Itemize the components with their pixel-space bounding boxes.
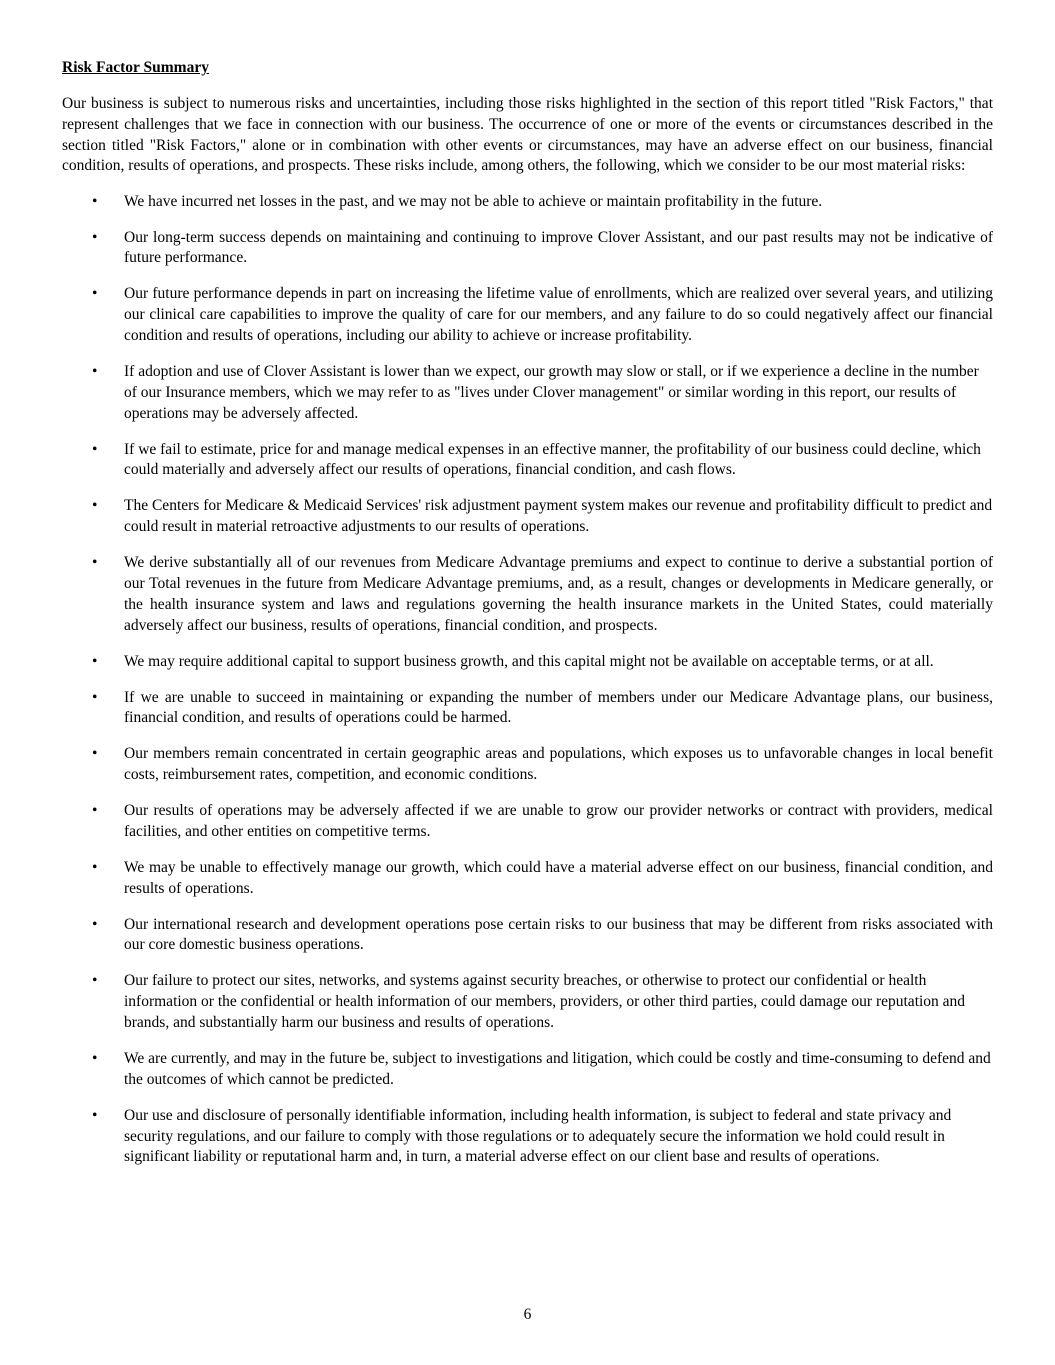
list-item: [62, 496, 993, 538]
section-heading: Risk Factor Summary: [62, 59, 209, 76]
bullet-icon: •: [92, 228, 98, 246]
risk-text: The Centers for Medicare & Medicaid Services' risk adjustment payment system makes our revenue and profitability difficult to predict and could result in material retroactive adjustments to our results of operations.: [124, 497, 993, 536]
list-item: [62, 362, 993, 424]
list-item: [62, 971, 993, 1033]
bullet-icon: •: [92, 858, 98, 876]
list-item: [62, 688, 993, 730]
bullet-icon: •: [92, 915, 98, 933]
list-item: [62, 284, 993, 346]
bullet-icon: •: [92, 652, 98, 670]
risk-text: We are currently, and may in the future be, subject to investigations and litigation, which could be costly and time-consuming to defend and the outcomes of which cannot be predicted.: [124, 1050, 991, 1088]
risk-text: We derive substantially all of our revenues from Medicare Advantage premiums and expect to continue to derive a substantial portion of our Total revenues in the future from Medicare Advantage premiums, and, as a result, changes or developments in Medicare generally, or the health insurance system and laws and regulations governing the health insurance markets in the United States, could materially adversely affect our business, results of operations, financial condition, and prospects.: [124, 554, 993, 634]
list-item: [62, 1106, 993, 1168]
risk-text: We have incurred net losses in the past, and we may not be able to achieve or maintain profitability in the future.: [124, 192, 823, 210]
risk-text: Our members remain concentrated in certain geographic areas and populations, which exposes us to unfavorable changes in local benefit costs, reimbursement rates, competition, and economic conditions.: [124, 745, 993, 784]
bullet-icon: •: [92, 688, 98, 706]
list-item: [62, 228, 993, 270]
risk-text: We may be unable to effectively manage our growth, which could have a material adverse effect on our business, financial condition, and results of operations.: [124, 858, 993, 897]
risk-text: Our long-term success depends on maintaining and continuing to improve Clover Assistant, and our past results may not be indicative of future performance.: [124, 228, 993, 267]
list-item: [62, 553, 993, 636]
risk-text: We may require additional capital to support business growth, and this capital might not be available on acceptable terms, or at all.: [124, 652, 934, 670]
risk-text: Our future performance depends in part on increasing the lifetime value of enrollments, which are realized over several years, and utilizing our clinical care capabilities to improve the quality of care for our members, and any failure to do so could negatively affect our financial condition and results of operations, including our ability to achieve or increase profitability.: [124, 285, 993, 345]
document-page: [62, 58, 993, 1183]
bullet-icon: •: [92, 1050, 98, 1068]
bullet-icon: •: [92, 285, 98, 303]
risk-text: Our results of operations may be adversely affected if we are unable to grow our provider networks or contract with providers, medical facilities, and other entities on competitive terms.: [124, 802, 993, 840]
list-item: [62, 192, 993, 213]
bullet-icon: •: [92, 802, 98, 820]
risk-text: Our use and disclosure of personally identifiable information, including health information, is subject to federal and state privacy and security regulations, and our failure to comply with those regulations or to adequately secure the information we hold could result in significant liability or reputational harm and, in turn, a material adverse effect on our client base and results of operations.: [124, 1106, 952, 1166]
bullet-icon: •: [92, 745, 98, 763]
list-item: [62, 652, 993, 673]
risk-text: If we are unable to succeed in maintaining or expanding the number of members under our Medicare Advantage plans, our business, financial condition, and results of operations could be harmed.: [124, 688, 993, 727]
risk-text: Our international research and development operations pose certain risks to our business that may be different from risks associated with our core domestic business operations.: [124, 915, 993, 954]
bullet-icon: •: [92, 497, 98, 515]
intro-paragraph: Our business is subject to numerous risks and uncertainties, including those risks highlighted in the section of this report titled "Risk Factors," that represent challenges that we face in connection with our business. The occurrence of one or more of the events or circumstances described in the section titled "Risk Factors," alone or in combination with other events or circumstances, may have an adverse effect on our business, financial condition, results of operations, and prospects. These risks include, among others, the following, which we consider to be our most material risks:: [62, 95, 993, 175]
bullet-icon: •: [92, 440, 98, 458]
risk-list: [62, 192, 993, 1169]
list-item: [62, 915, 993, 957]
list-item: [62, 1049, 993, 1091]
list-item: [62, 744, 993, 786]
risk-text: Our failure to protect our sites, networks, and systems against security breaches, or otherwise to protect our confidential or health information or the confidential or health information of our members, providers, or other third parties, could damage our reputation and brands, and substantially harm our business and results of operations.: [124, 972, 966, 1032]
risk-text: If adoption and use of Clover Assistant is lower than we expect, our growth may slow or stall, or if we experience a decline in the number of our Insurance members, which we may refer to as "lives under Clover management" or similar wording in this report, our results of operations may be adversely affected.: [124, 363, 979, 422]
page-number: 6: [523, 1306, 532, 1323]
risk-text: If we fail to estimate, price for and manage medical expenses in an effective manner, the profitability of our business could decline, which could materially and adversely affect our results of operations, financial condition, and cash flows.: [124, 440, 981, 479]
list-item: [62, 801, 993, 843]
bullet-icon: •: [92, 554, 98, 572]
list-item: [62, 858, 993, 900]
bullet-icon: •: [92, 363, 98, 381]
bullet-icon: •: [92, 972, 98, 990]
list-item: [62, 440, 993, 482]
bullet-icon: •: [92, 1106, 98, 1124]
bullet-icon: •: [92, 192, 98, 210]
